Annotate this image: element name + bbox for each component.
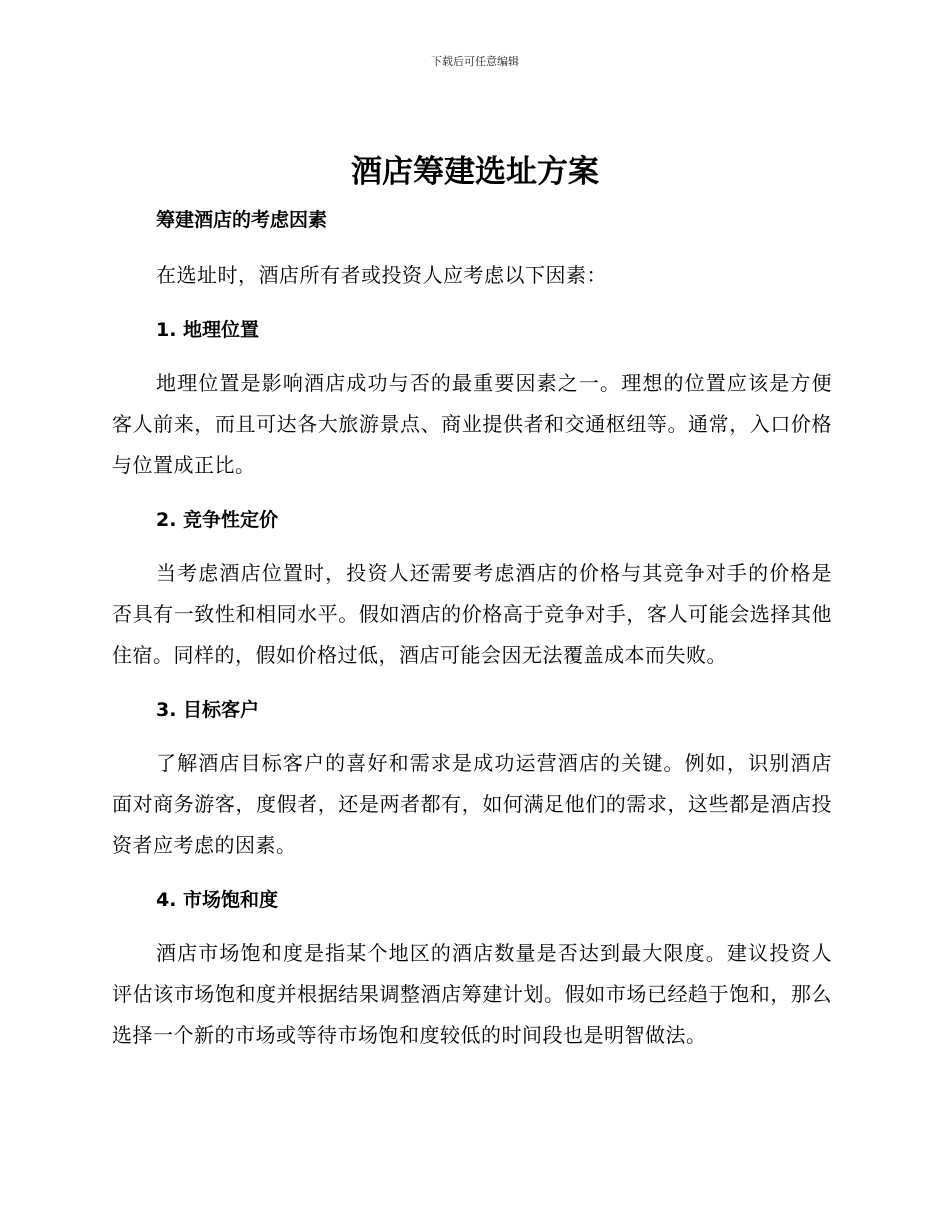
document-title: 酒店筹建选址方案 [351,154,599,190]
subtitle-heading: 筹建酒店的考虑因素 [156,209,328,231]
document-body [112,200,832,1056]
section-heading-target-customers: 3. 目标客户 [156,699,260,721]
section-body-target-customers: 了解酒店目标客户的喜好和需求是成功运营酒店的关键。例如，识别酒店面对商务游客，度假者，还是两者都有，如何满足他们的需求，这些都是酒店投资者应考虑的因素。 [112,751,832,857]
section-heading-market-saturation: 4. 市场饱和度 [156,889,279,911]
section-body-market-saturation: 酒店市场饱和度是指某个地区的酒店数量是否达到最大限度。建议投资人评估该市场饱和度并根据结果调整酒店筹建计划。假如市场已经趋于饱和，那么选择一个新的市场或等待市场饱和度较低的时间段也是明智做法。 [112,941,832,1047]
section-body-location: 地理位置是影响酒店成功与否的最重要因素之一。理想的位置应该是方便客人前来，而且可达各大旅游景点、商业提供者和交通枢纽等。通常，入口价格与位置成正比。 [112,371,832,477]
intro-paragraph: 在选址时，酒店所有者或投资人应考虑以下因素： [156,263,607,287]
section-body-pricing: 当考虑酒店位置时，投资人还需要考虑酒店的价格与其竞争对手的价格是否具有一致性和相同水平。假如酒店的价格高于竞争对手，客人可能会选择其他住宿。同样的，假如价格过低，酒店可能会因无法覆盖成本而失败。 [112,561,832,667]
section-heading-pricing: 2. 竞争性定价 [156,509,279,531]
section-heading-location: 1. 地理位置 [156,319,260,341]
header-note: 下载后可任意编辑 [431,55,519,68]
